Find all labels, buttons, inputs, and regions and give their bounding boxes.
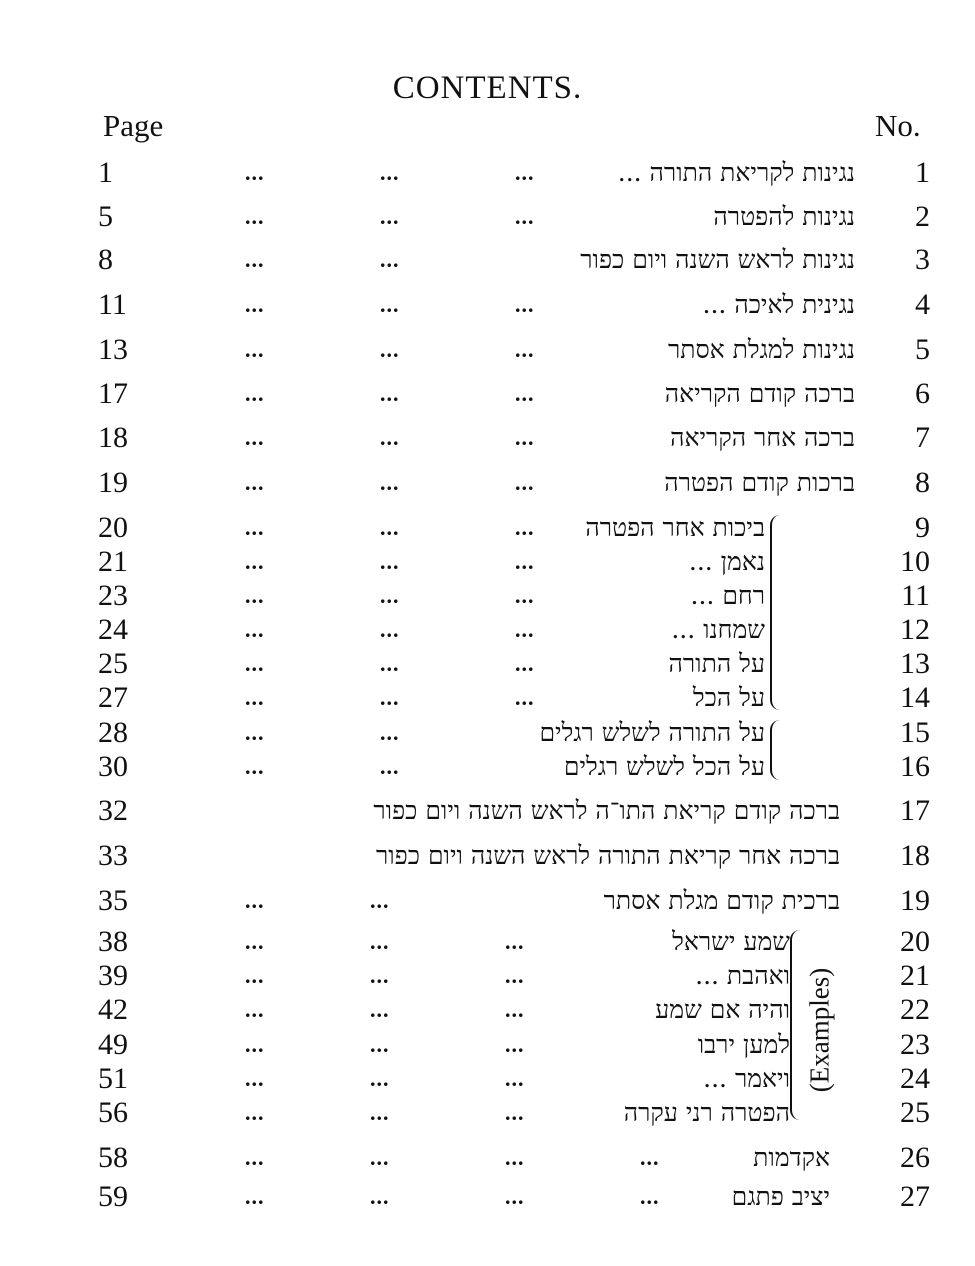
leader-dots: ...: [245, 651, 265, 676]
entry-title: על התורה לשלש רגלים: [539, 718, 765, 747]
entry-number: 8: [915, 466, 930, 499]
toc-row: [0, 681, 975, 715]
leader-dots: ...: [380, 549, 400, 574]
leader-dots: ...: [505, 1032, 525, 1057]
leader-dots: ...: [380, 515, 400, 540]
leader-dots: ...: [245, 292, 265, 317]
leader-dots: ...: [245, 1066, 265, 1091]
entry-title: על הכל: [692, 683, 765, 712]
leader-dots: ...: [245, 337, 265, 362]
entry-number: 5: [915, 333, 930, 366]
leader-dots: ...: [515, 651, 535, 676]
leader-dots: ...: [370, 888, 390, 913]
entry-number: 16: [900, 750, 930, 783]
entry-number: 10: [900, 545, 930, 578]
entry-title: והיה אם שמע: [655, 995, 790, 1024]
entry-title: ואהבת ...: [695, 961, 790, 990]
toc-row: [0, 613, 975, 647]
leader-dots: ...: [515, 685, 535, 710]
leader-dots: ...: [370, 1100, 390, 1125]
leader-dots: ...: [380, 754, 400, 779]
page-number: 49: [98, 1028, 128, 1061]
entry-number: 11: [901, 579, 930, 612]
entry-number: 7: [915, 421, 930, 454]
leader-dots: ...: [245, 685, 265, 710]
page-number: 27: [98, 681, 128, 714]
page-title: CONTENTS.: [392, 70, 583, 106]
entry-number: 26: [900, 1141, 930, 1174]
entry-title: ברכה קודם הקריאה: [664, 379, 855, 408]
entry-number: 9: [915, 511, 930, 544]
page-number: 1: [98, 156, 113, 189]
leader-dots: ...: [245, 381, 265, 406]
leader-dots: ...: [515, 470, 535, 495]
page-number: 25: [98, 647, 128, 680]
leader-dots: ...: [380, 651, 400, 676]
page-number: 58: [98, 1141, 128, 1174]
leader-dots: ...: [245, 997, 265, 1022]
leader-dots: ...: [505, 963, 525, 988]
entry-title: אקדמות: [753, 1143, 830, 1172]
toc-row: [0, 1180, 975, 1214]
leader-dots: ...: [380, 204, 400, 229]
entry-number: 17: [900, 794, 930, 827]
entry-title: נגינות לקריאת התורה ...: [617, 158, 855, 187]
leader-dots: ...: [245, 929, 265, 954]
leader-dots: ...: [380, 292, 400, 317]
leader-dots: ...: [245, 888, 265, 913]
entry-number: 21: [900, 959, 930, 992]
leader-dots: ...: [505, 1066, 525, 1091]
entry-title: שמע ישראל: [672, 927, 790, 956]
entry-title: ברכה אחר הקריאה: [670, 423, 855, 452]
entry-number: 4: [915, 288, 930, 321]
leader-dots: ...: [380, 583, 400, 608]
entry-title: למען ירבו: [697, 1030, 790, 1059]
leader-dots: ...: [245, 963, 265, 988]
brace-group-9-14: [770, 515, 782, 710]
leader-dots: ...: [515, 292, 535, 317]
leader-dots: ...: [245, 204, 265, 229]
leader-dots: ...: [380, 425, 400, 450]
toc-row: [0, 1141, 975, 1175]
entry-number: 22: [900, 993, 930, 1026]
leader-dots: ...: [245, 1145, 265, 1170]
entry-title: נגינות למגלת אסתר: [667, 335, 855, 364]
page-number: 28: [98, 716, 128, 749]
entry-number: 14: [900, 681, 930, 714]
toc-row: [0, 884, 975, 918]
page-number: 30: [98, 750, 128, 783]
entry-title: על התורה: [668, 649, 765, 678]
entry-number: 15: [900, 716, 930, 749]
leader-dots: ...: [370, 1066, 390, 1091]
entry-title: ברכות קודם הפטרה: [664, 468, 855, 497]
leader-dots: ...: [380, 381, 400, 406]
page-number: 51: [98, 1062, 128, 1095]
brace-group-15-16: [770, 720, 782, 780]
entry-title: על הכל לשלש רגלים: [563, 752, 765, 781]
entry-title: ברכית קודם מגלת אסתר: [603, 886, 840, 915]
leader-dots: ...: [245, 1184, 265, 1209]
entry-title: נאמן ...: [688, 547, 765, 576]
page-column-header: Page: [103, 108, 164, 143]
leader-dots: ...: [505, 997, 525, 1022]
toc-row: [0, 716, 975, 750]
leader-dots: ...: [245, 1032, 265, 1057]
page-number: 24: [98, 613, 128, 646]
entry-title: נגינות לראש השנה ויום כפור: [580, 245, 855, 274]
toc-row: [0, 288, 975, 322]
toc-row: [0, 839, 975, 873]
entry-title: נגינות להפטרה: [713, 202, 855, 231]
leader-dots: ...: [515, 617, 535, 642]
page-number: 8: [98, 243, 113, 276]
leader-dots: ...: [245, 160, 265, 185]
leader-dots: ...: [380, 617, 400, 642]
entry-title: ברכה אחר קריאת התורה לראש השנה ויום כפור: [376, 841, 840, 870]
leader-dots: ...: [380, 160, 400, 185]
leader-dots: ...: [380, 720, 400, 745]
toc-row: [0, 421, 975, 455]
leader-dots: ...: [515, 583, 535, 608]
entry-number: 27: [900, 1180, 930, 1213]
leader-dots: ...: [515, 204, 535, 229]
leader-dots: ...: [370, 1184, 390, 1209]
leader-dots: ...: [515, 425, 535, 450]
page-number: 42: [98, 993, 128, 1026]
toc-row: [0, 200, 975, 234]
leader-dots: ...: [505, 1145, 525, 1170]
page-number: 38: [98, 925, 128, 958]
toc-row: [0, 156, 975, 190]
page-number: 18: [98, 421, 128, 454]
page-number: 32: [98, 794, 128, 827]
examples-label: (Examples): [804, 967, 835, 1093]
page-number: 39: [98, 959, 128, 992]
entry-title: רחם ...: [690, 581, 765, 610]
leader-dots: ...: [245, 720, 265, 745]
entry-number: 25: [900, 1096, 930, 1129]
toc-row: [0, 466, 975, 500]
page-number: 59: [98, 1180, 128, 1213]
leader-dots: ...: [515, 515, 535, 540]
leader-dots: ...: [515, 381, 535, 406]
toc-row: [0, 511, 975, 545]
page-number: 35: [98, 884, 128, 917]
entry-number: 13: [900, 647, 930, 680]
toc-row: [0, 794, 975, 828]
leader-dots: ...: [515, 160, 535, 185]
entry-number: 12: [900, 613, 930, 646]
entry-title: נגינית לאיכה ...: [702, 290, 855, 319]
leader-dots: ...: [370, 997, 390, 1022]
leader-dots: ...: [370, 1145, 390, 1170]
page-number: 19: [98, 466, 128, 499]
leader-dots: ...: [245, 583, 265, 608]
entry-number: 3: [915, 243, 930, 276]
page-number: 5: [98, 200, 113, 233]
leader-dots: ...: [380, 470, 400, 495]
toc-row: [0, 579, 975, 613]
entry-title: ביכות אחר הפטרה: [585, 513, 765, 542]
toc-row: [0, 243, 975, 277]
leader-dots: ...: [505, 1184, 525, 1209]
leader-dots: ...: [380, 337, 400, 362]
leader-dots: ...: [245, 425, 265, 450]
entry-number: 23: [900, 1028, 930, 1061]
page-number: 33: [98, 839, 128, 872]
page-number: 17: [98, 377, 128, 410]
leader-dots: ...: [245, 754, 265, 779]
entry-number: 2: [915, 200, 930, 233]
entry-title: ויאמר ...: [703, 1064, 790, 1093]
toc-row: [0, 750, 975, 784]
page-number: 11: [98, 288, 127, 321]
leader-dots: ...: [245, 1100, 265, 1125]
page-number: 23: [98, 579, 128, 612]
entry-number: 6: [915, 377, 930, 410]
leader-dots: ...: [505, 929, 525, 954]
leader-dots: ...: [380, 685, 400, 710]
leader-dots: ...: [245, 470, 265, 495]
number-column-header: No.: [875, 108, 921, 143]
leader-dots: ...: [245, 515, 265, 540]
entry-title: הפטרה רני עקרה: [623, 1098, 790, 1127]
leader-dots: ...: [245, 247, 265, 272]
entry-title: יציב פתגם: [731, 1182, 830, 1211]
entry-number: 20: [900, 925, 930, 958]
leader-dots: ...: [515, 549, 535, 574]
leader-dots: ...: [380, 247, 400, 272]
entry-number: 18: [900, 839, 930, 872]
page-number: 13: [98, 333, 128, 366]
page-number: 20: [98, 511, 128, 544]
leader-dots: ...: [245, 617, 265, 642]
toc-row: [0, 377, 975, 411]
entry-number: 24: [900, 1062, 930, 1095]
toc-row: [0, 333, 975, 367]
page-number: 56: [98, 1096, 128, 1129]
leader-dots: ...: [245, 549, 265, 574]
leader-dots: ...: [370, 929, 390, 954]
entry-title: ברכה קודם קריאת התו־ה לראש השנה ויום כפור: [373, 796, 840, 825]
page-number: 21: [98, 545, 128, 578]
entry-number: 19: [900, 884, 930, 917]
leader-dots: ...: [505, 1100, 525, 1125]
leader-dots: ...: [370, 963, 390, 988]
leader-dots: ...: [640, 1145, 660, 1170]
toc-row: [0, 545, 975, 579]
entry-title: שמחנו ...: [671, 615, 765, 644]
leader-dots: ...: [640, 1184, 660, 1209]
leader-dots: ...: [515, 337, 535, 362]
leader-dots: ...: [370, 1032, 390, 1057]
toc-row: [0, 647, 975, 681]
entry-number: 1: [915, 156, 930, 189]
